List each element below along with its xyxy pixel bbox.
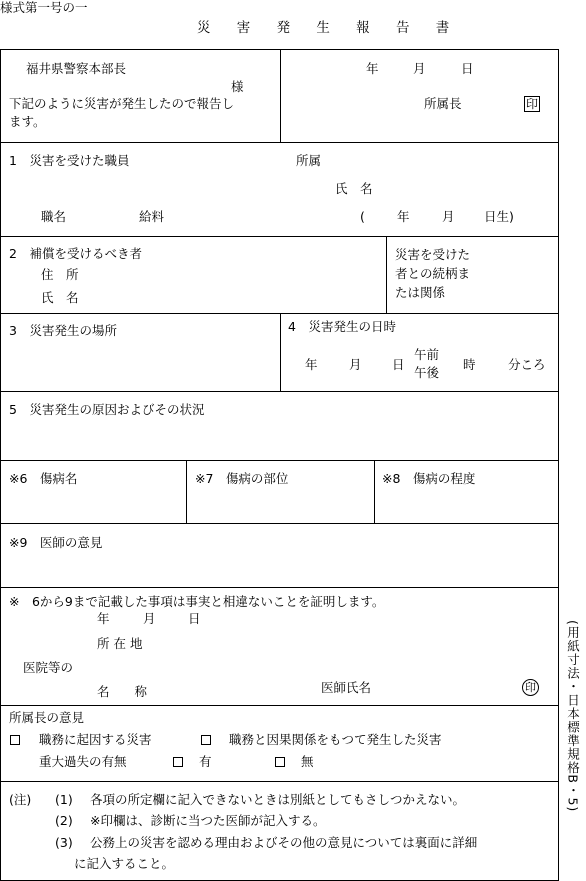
col-divider <box>386 236 387 313</box>
s1-dob-year: 年 <box>397 209 410 224</box>
cert-day: 日 <box>188 611 201 626</box>
cert-name: 名 称 <box>97 684 148 699</box>
s4-month: 月 <box>349 357 362 372</box>
s2-relation-cont: 者との続柄ま <box>395 266 471 281</box>
col-divider <box>280 49 281 142</box>
negligence-label: 重大過失の有無 <box>39 754 127 769</box>
note-3-cont: に記入すること。 <box>74 856 175 871</box>
cert-location: 所 在 地 <box>97 636 143 651</box>
row-divider <box>0 391 559 392</box>
row-divider <box>0 705 559 706</box>
s4-pm: 午後 <box>414 365 440 380</box>
s4-year: 年 <box>305 357 318 372</box>
row-divider <box>0 587 559 588</box>
s1-name: 氏 名 <box>335 181 373 196</box>
checkbox-duty-caused[interactable] <box>10 735 20 745</box>
s4-day: 日 <box>392 357 405 372</box>
cert-statement: ※ 6から9まで記載した事項は事実と相違ないことを証明します。 <box>9 594 385 609</box>
report-statement: 下記のように災害が発生したので報告し <box>9 96 235 111</box>
col-divider <box>374 460 375 523</box>
report-month: 月 <box>413 61 426 76</box>
s2-relation: 災害を受けた <box>395 247 471 262</box>
addressee-honorific: 様 <box>231 79 244 94</box>
row-divider <box>0 781 559 782</box>
s4-label: 4 災害発生の日時 <box>288 319 396 334</box>
report-day: 日 <box>461 61 474 76</box>
s9-label: ※9 医師の意見 <box>9 535 103 550</box>
s1-dob-open: ( <box>360 209 365 224</box>
s1-job-title: 職名 <box>41 209 67 224</box>
document-title: 災 害 発 生 報 告 書 <box>197 20 461 36</box>
note-1: 各項の所定欄に記入できないときは別紙としてもさしつかえない。 <box>90 792 466 807</box>
doctor-seal: 印 <box>522 679 539 696</box>
negligence-yes: 有 <box>199 754 212 769</box>
s2-label: 2 補償を受けるべき者 <box>9 246 142 261</box>
s2-address: 住 所 <box>41 267 79 282</box>
chief-label: 所属長 <box>424 96 462 111</box>
negligence-no: 無 <box>301 754 314 769</box>
s4-minute: 分ころ <box>508 357 546 372</box>
option-causal-relation: 職務と因果関係をもつて発生した災害 <box>229 732 442 747</box>
checkbox-negligence-no[interactable] <box>275 757 285 767</box>
row-divider <box>0 460 559 461</box>
note-1-number: (1) <box>55 792 73 807</box>
cert-year: 年 <box>97 611 110 626</box>
paper-size-note: (用紙寸法・日本標準規格B・5) <box>565 620 581 813</box>
s1-dob-month: 月 <box>442 209 455 224</box>
border-right <box>558 49 559 880</box>
border-left <box>0 49 1 880</box>
cert-hospital: 医院等の <box>23 660 74 675</box>
form-label: 様式第一号の一 <box>0 0 88 15</box>
report-statement-cont: ます。 <box>9 114 46 129</box>
note-2: ※印欄は、診断に当つた医師が記入する。 <box>90 813 326 828</box>
checkbox-negligence-yes[interactable] <box>173 757 183 767</box>
note-3: 公務上の災害を認める理由およびその他の意見については裏面に詳細 <box>90 835 478 850</box>
col-divider <box>186 460 187 523</box>
s1-label: 1 災害を受けた職員 <box>9 153 130 168</box>
s1-salary: 給料 <box>139 209 165 224</box>
row-divider <box>0 236 559 237</box>
report-year: 年 <box>366 61 379 76</box>
s2-relation-cont: たは関係 <box>395 285 446 300</box>
cert-month: 月 <box>143 611 156 626</box>
notes-prefix: (注) <box>9 792 32 807</box>
s2-name: 氏 名 <box>41 290 79 305</box>
s8-label: ※8 傷病の程度 <box>382 471 476 486</box>
s4-hour: 時 <box>463 357 476 372</box>
s1-dob-day: 日生) <box>484 209 514 224</box>
s5-label: 5 災害発生の原因およびその状況 <box>9 402 205 417</box>
row-divider <box>0 523 559 524</box>
checkbox-causal-relation[interactable] <box>201 735 211 745</box>
s7-label: ※7 傷病の部位 <box>195 471 289 486</box>
option-duty-caused: 職務に起因する災害 <box>39 732 152 747</box>
s3-label: 3 災害発生の場所 <box>9 323 117 338</box>
row-divider <box>0 142 559 143</box>
s1-affiliation: 所属 <box>296 153 322 168</box>
addressee: 福井県警察本部長 <box>26 61 127 76</box>
col-divider <box>280 313 281 391</box>
s4-am: 午前 <box>414 347 440 362</box>
note-3-number: (3) <box>55 835 73 850</box>
note-2-number: (2) <box>55 813 73 828</box>
chief-seal: 印 <box>525 97 538 111</box>
cert-doctor-name: 医師氏名 <box>321 680 372 695</box>
chief-opinion-label: 所属長の意見 <box>9 710 85 725</box>
s6-label: ※6 傷病名 <box>9 471 78 486</box>
